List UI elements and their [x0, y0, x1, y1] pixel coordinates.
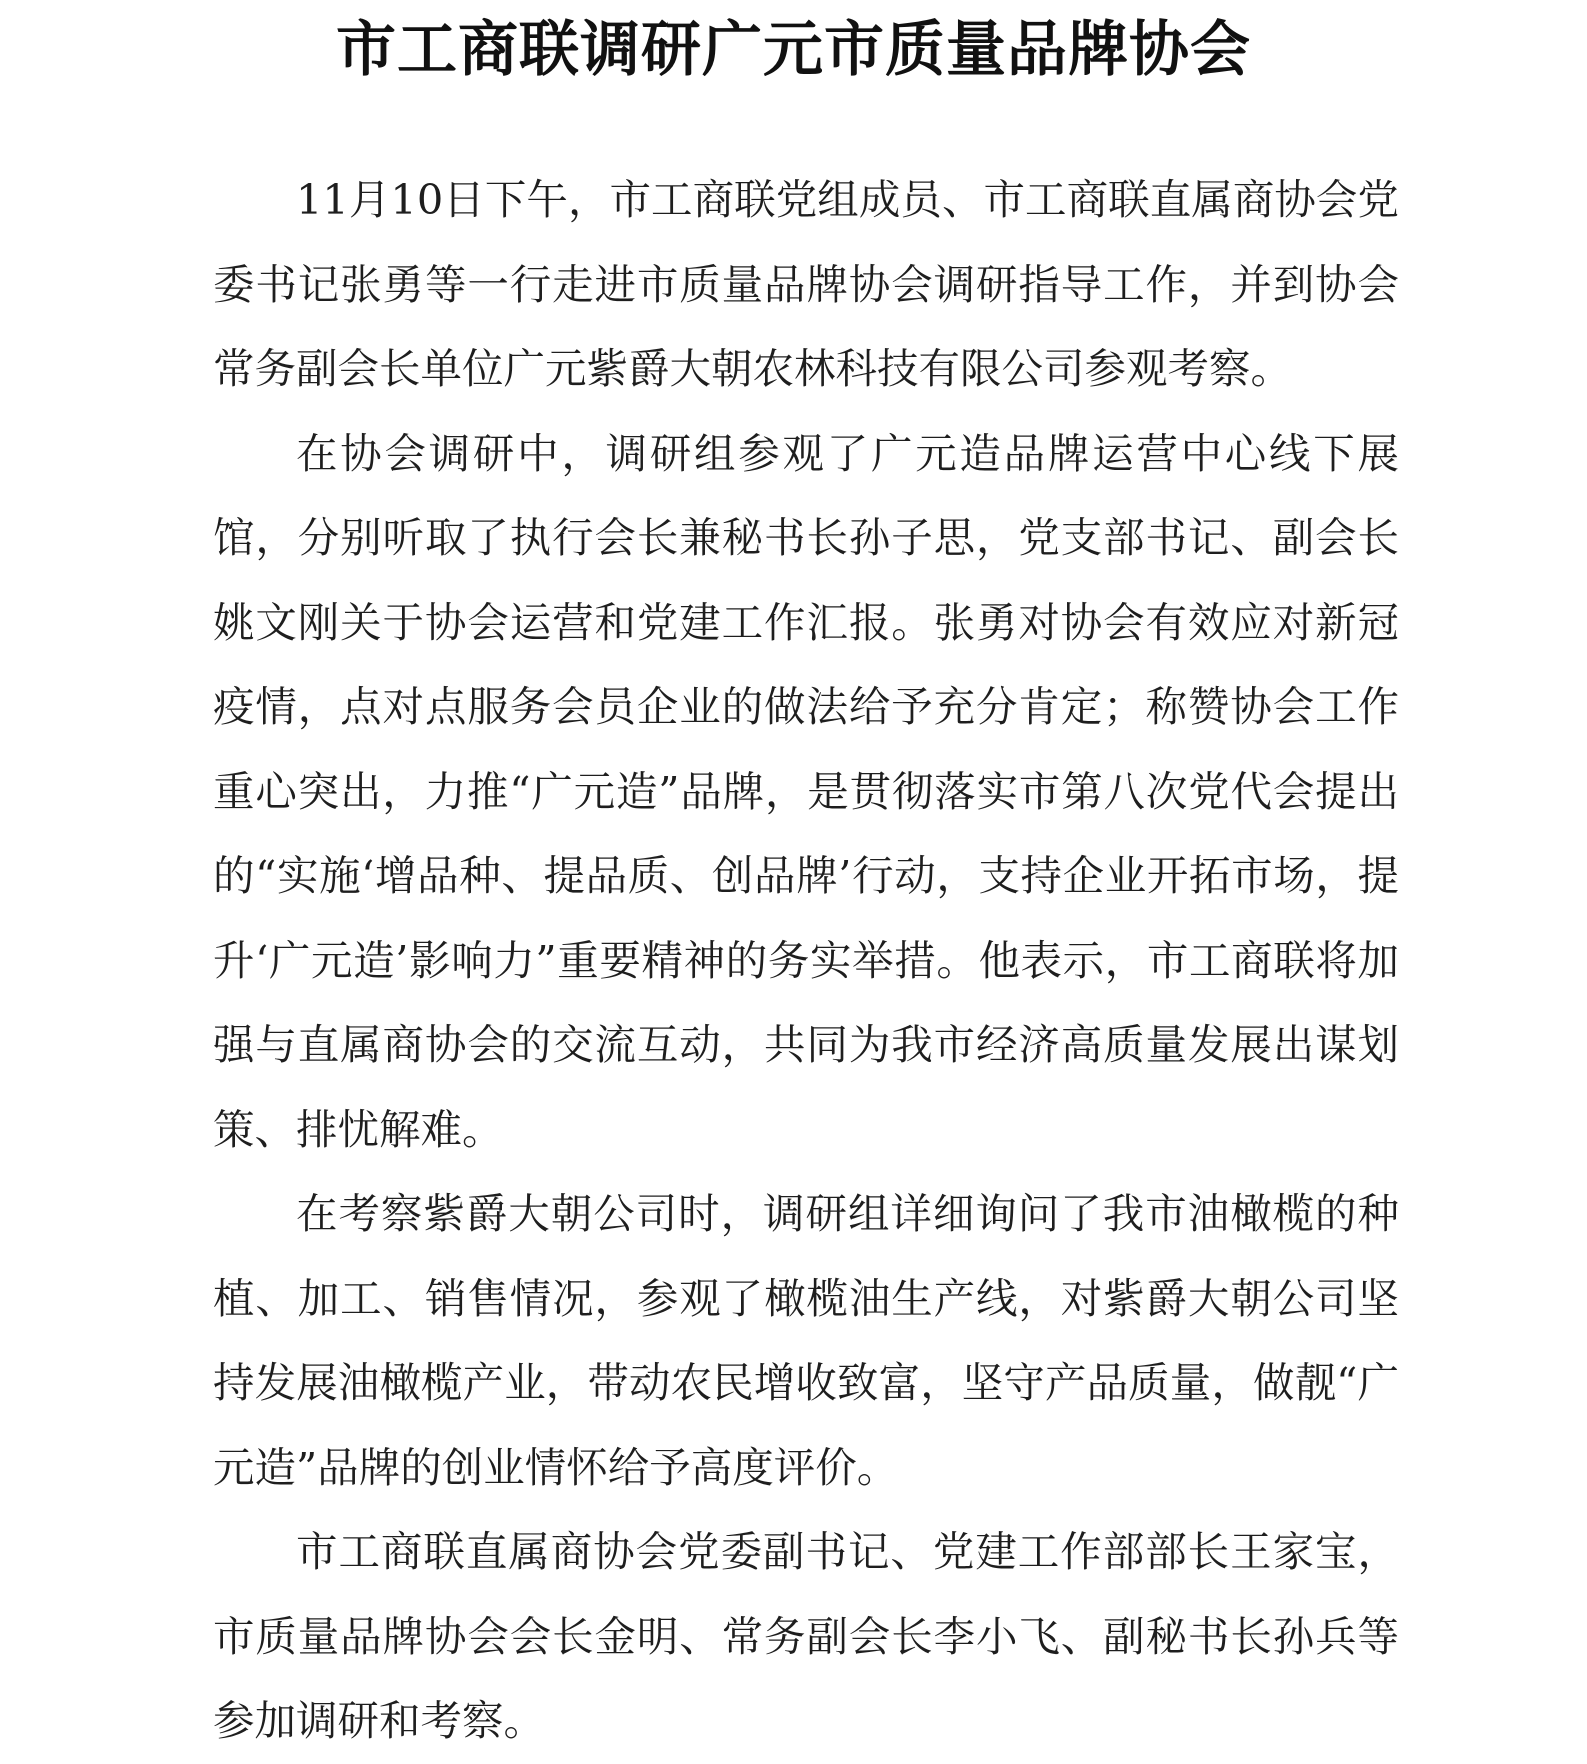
paragraph-4: 市工商联直属商协会党委副书记、党建工作部部长王家宝，市质量品牌协会会长金明、常务副会长李小飞、副秘书长孙兵等参加调研和考察。	[213, 1527, 1399, 1745]
paragraph-3: 在考察紫爵大朝公司时，调研组详细询问了我市油橄榄的种植、加工、销售情况，参观了橄榄油生产线，对紫爵大朝公司坚持发展油橄榄产业，带动农民增收致富，坚守产品质量，做靓“广元造”品牌的创业情怀给予高度评价。	[213, 1189, 1399, 1492]
article-title: 市工商联调研广元市质量品牌协会	[336, 15, 1251, 85]
paragraph-2: 在协会调研中，调研组参观了广元造品牌运营中心线下展馆，分别听取了执行会长兼秘书长孙子思，党支部书记、副会长姚文刚关于协会运营和党建工作汇报。张勇对协会有效应对新冠疫情，点对点服务会员企业的做法给予充分肯定；称赞协会工作重心突出，力推“广元造”品牌，是贯彻落实市第八次党代会提出的“实施‘增品种、提品质、创品牌’行动，支持企业开拓市场，提升‘广元造’影响力”重要精神的务实举措。他表示，市工商联将加强与直属商协会的交流互动，共同为我市经济高质量发展出谋划策、排忧解难。	[213, 428, 1399, 1154]
article-body	[213, 158, 1399, 1764]
paragraph-1: 11月10日下午，市工商联党组成员、市工商联直属商协会党委书记张勇等一行走进市质量品牌协会调研指导工作，并到协会常务副会长单位广元紫爵大朝农林科技有限公司参观考察。	[213, 175, 1399, 393]
